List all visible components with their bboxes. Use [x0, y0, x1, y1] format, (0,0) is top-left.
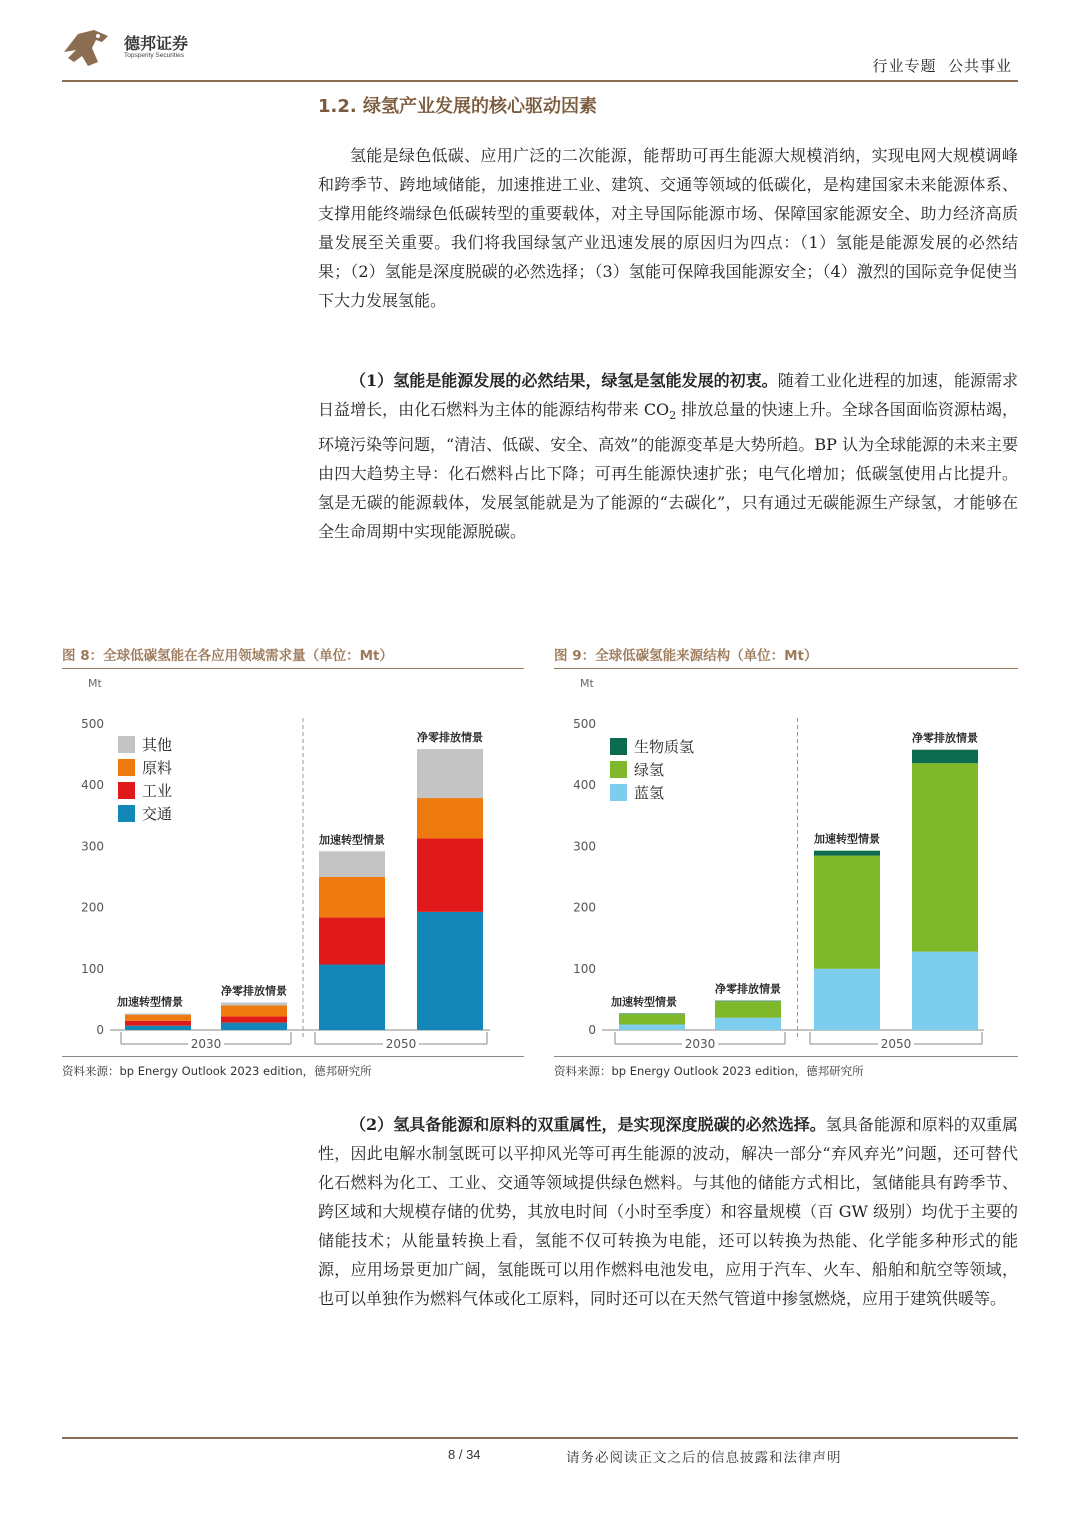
bar-segment-0-1: [221, 1023, 287, 1030]
bar-segment-1-1: [715, 1001, 781, 1018]
bar-label-2: 加速转型情景: [319, 833, 385, 847]
bar-segment-0-0: [619, 1024, 685, 1030]
fig9-title: 图 9：全球低碳氢能来源结构（单位：Mt）: [554, 648, 818, 664]
disclaimer-note: 请务必阅读正文之后的信息披露和法律声明: [566, 1450, 842, 1466]
y-axis-unit: Mt: [580, 677, 594, 690]
bar-label-3: 净零排放情景: [417, 731, 483, 745]
legend-label-1: 绿氢: [634, 761, 665, 779]
legend-swatch-0: [118, 736, 135, 753]
bar-segment-2-3: [912, 750, 978, 763]
bar-segment-1-2: [319, 917, 385, 964]
bar-segment-2-2: [319, 877, 385, 917]
bar-segment-0-2: [814, 969, 880, 1030]
bar-label-3: 净零排放情景: [912, 731, 978, 745]
legend-swatch-2: [118, 782, 135, 799]
point-1-text-a: 随着工业化进程的加速，能源需求日益增长，由化石燃料为主体的能源结构带来 CO: [318, 371, 1018, 419]
point-1-text-b: 排放总量的快速上升。全球各国面临资源枯竭，环境污染等问题，“清洁、低碳、安全、高效”的能源变革是大势所趋。BP 认为全球能源的未来主要由四大趋势主导：化石燃料占比下降；可再生能源快速扩张；电气化增加；低碳氢使用占比提升。氢是无碳的能源载体，发展氢能就是为了能源的“去碳化”，只有通过无碳能源生产绿氢，才能够在全生命周期中实现能源脱碳。: [318, 400, 1019, 542]
y-tick-label-0: 0: [96, 1023, 104, 1037]
section-title: 1.2. 绿氢产业发展的核心驱动因素: [318, 96, 597, 117]
group-label-0: 2030: [190, 1037, 222, 1051]
bar-label-1: 净零排放情景: [221, 984, 287, 998]
y-tick-label-2: 200: [573, 900, 596, 915]
fig8-source: 资料来源：bp Energy Outlook 2023 edition，德邦研究所: [62, 1064, 372, 1078]
y-tick-label-5: 500: [573, 717, 596, 731]
bar-segment-2-2: [814, 851, 880, 856]
bar-segment-0-1: [715, 1018, 781, 1030]
fig9-title-rule: [554, 668, 1018, 669]
footer-rule: [62, 1437, 1018, 1439]
y-tick-label-0: 0: [588, 1023, 596, 1037]
bar-label-0: 加速转型情景: [117, 995, 183, 1009]
fig9-source: 资料来源：bp Energy Outlook 2023 edition，德邦研究所: [554, 1064, 864, 1078]
y-tick-label-2: 200: [81, 900, 104, 915]
y-tick-label-3: 300: [573, 839, 596, 854]
bar-label-1: 净零排放情景: [715, 982, 781, 996]
legend-label-2: 工业: [142, 782, 173, 800]
company-logo: [58, 22, 116, 74]
header-rule: [62, 80, 1018, 82]
point-1-paragraph: [318, 366, 1018, 546]
bar-segment-2-3: [417, 798, 483, 838]
legend-swatch-0: [610, 738, 627, 755]
bar-segment-2-1: [221, 1006, 287, 1017]
y-tick-label-4: 400: [573, 778, 596, 793]
y-tick-label-5: 500: [81, 717, 104, 731]
intro-paragraph: [318, 141, 1018, 315]
y-tick-label-1: 100: [81, 961, 104, 976]
bar-segment-2-0: [619, 1013, 685, 1014]
bar-label-2: 加速转型情景: [814, 832, 880, 846]
legend-swatch-1: [118, 759, 135, 776]
bar-segment-1-1: [221, 1017, 287, 1023]
bar-segment-1-3: [417, 838, 483, 911]
group-label-1: 2050: [385, 1037, 417, 1051]
bar-segment-0-3: [912, 952, 978, 1030]
co2-subscript: 2: [669, 409, 677, 423]
y-tick-label-4: 400: [81, 778, 104, 793]
legend-swatch-1: [610, 761, 627, 778]
intro-text: 氢能是绿色低碳、应用广泛的二次能源，能帮助可再生能源大规模消纳，实现电网大规模调峰和跨季节、跨地域储能，加速推进工业、建筑、交通等领域的低碳化，是构建国家未来能源体系、支撑用能终端绿色低碳转型的重要载体，对主导国际能源市场、保障国家能源安全、助力经济高质量发展至关重要。我们将我国绿氢产业迅速发展的原因归为四点：（1）氢能是能源发展的必然结果；（2）氢能是深度脱碳的必然选择；（3）氢能可保障我国能源安全；（4）激烈的国际竞争促使当下大力发展氢能。: [318, 146, 1018, 310]
bar-segment-1-0: [619, 1014, 685, 1024]
bar-segment-1-0: [125, 1021, 191, 1026]
fig8-title-rule: [62, 668, 524, 669]
header: [0, 0, 1080, 90]
bar-segment-1-3: [912, 763, 978, 951]
bar-segment-1-2: [814, 856, 880, 969]
legend-label-2: 蓝氢: [634, 784, 665, 802]
point-2-paragraph: [318, 1110, 1018, 1313]
bar-label-0: 加速转型情景: [611, 995, 677, 1009]
legend-label-1: 原料: [142, 759, 173, 777]
bar-segment-3-0: [125, 1013, 191, 1014]
point-1-heading: （1）氢能是能源发展的必然结果，绿氢是氢能发展的初衷。: [350, 371, 778, 390]
bar-segment-3-1: [221, 1002, 287, 1005]
legend-swatch-2: [610, 784, 627, 801]
point-2-text: 氢具备能源和原料的双重属性，因此电解水制氢既可以平抑风光等可再生能源的波动，解决一部分“弃风弃光”问题，还可替代化石燃料为化工、工业、交通等领域提供绿色燃料。与其他的储能方式相比，氢储能具有跨季节、跨区域和大规模存储的优势，其放电时间（小时至季度）和容量规模（百 GW 级别）均优于主要的储能技术；从能量转换上看，氢能不仅可转换为电能，还可以转换为热能、化学能多种形式的能源，应用场景更加广阔，氢能既可以用作燃料电池发电，应用于汽车、火车、船舶和航空等领域，也可以单独作为燃料气体或化工原料，同时还可以在天然气管道中掺氢燃烧，应用于建筑供暖等。: [318, 1115, 1018, 1308]
group-label-1: 2050: [880, 1037, 912, 1051]
y-tick-label-3: 300: [81, 839, 104, 854]
page-number: 8 / 34: [448, 1447, 481, 1462]
bar-segment-2-0: [125, 1015, 191, 1021]
fig9-chart: [554, 672, 1018, 1056]
fig8-chart: [62, 672, 524, 1056]
legend-label-0: 其他: [142, 736, 173, 754]
point-2-heading: （2）氢具备能源和原料的双重属性，是实现深度脱碳的必然选择。: [350, 1115, 826, 1134]
section-label: 行业专题 公共事业: [872, 57, 1012, 75]
fig9-bottom-rule: [554, 1056, 1018, 1057]
fig8-bottom-rule: [62, 1056, 524, 1057]
legend-label-3: 交通: [142, 805, 173, 823]
brand-name-en: Topsperity Securities: [124, 52, 184, 59]
bar-segment-0-2: [319, 965, 385, 1030]
y-axis-unit: Mt: [88, 677, 102, 690]
bar-segment-2-1: [715, 1001, 781, 1002]
legend-label-0: 生物质氢: [634, 738, 695, 756]
fig8-title: 图 8：全球低碳氢能在各应用领域需求量（单位：Mt）: [62, 648, 393, 664]
bar-segment-3-2: [319, 851, 385, 877]
bar-segment-0-0: [125, 1026, 191, 1030]
bar-segment-3-3: [417, 749, 483, 798]
group-label-0: 2030: [684, 1037, 716, 1051]
bar-segment-0-3: [417, 912, 483, 1030]
y-tick-label-1: 100: [573, 961, 596, 976]
brand-name-cn: 德邦证券: [124, 34, 189, 53]
legend-swatch-3: [118, 805, 135, 822]
